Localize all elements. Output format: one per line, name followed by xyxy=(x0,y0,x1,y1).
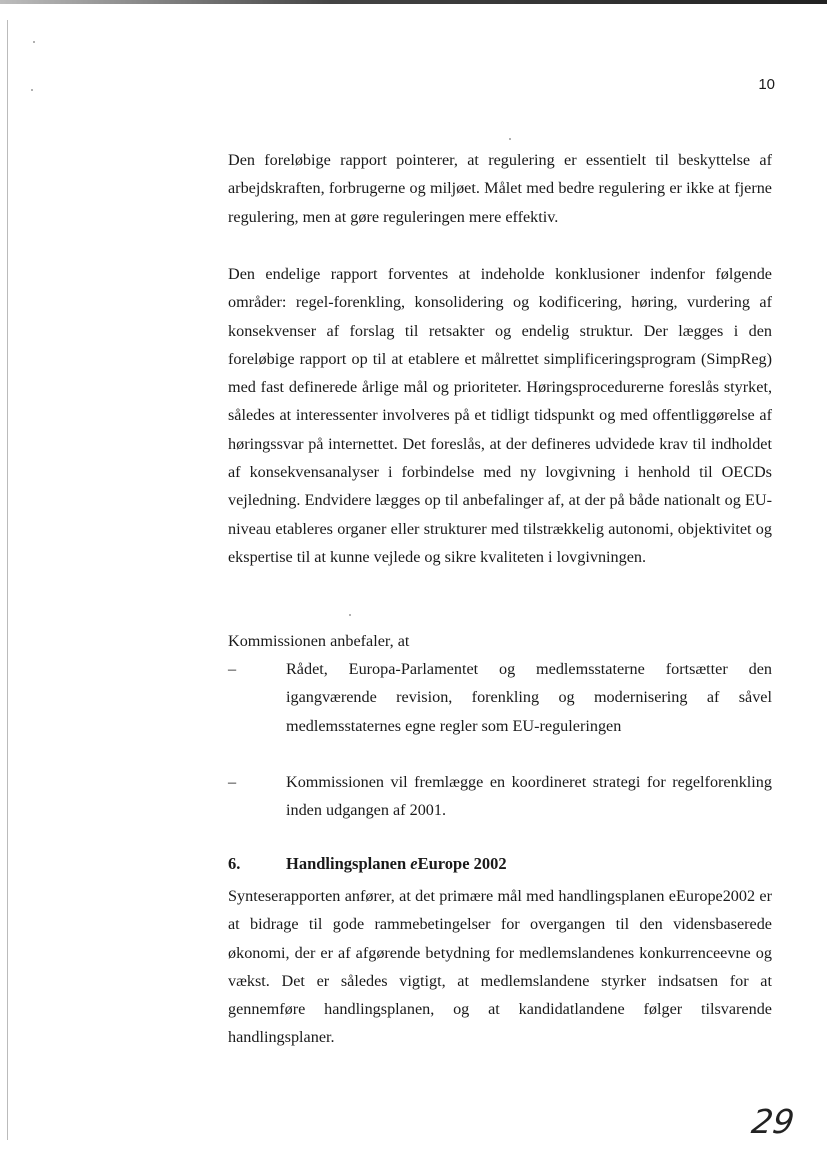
bullet-item: Rådet, Europa-Parlamentet og medlemsstaterne fortsætter den igangværende revision, forenkling og modernisering af såvel medlemsstaternes egne regler som EU-reguleringen xyxy=(286,660,772,735)
scan-speck xyxy=(31,89,33,91)
page-number: 10 xyxy=(758,76,775,93)
scan-top-border xyxy=(0,0,827,4)
bullet-dash: – xyxy=(228,660,237,678)
paragraph-eeurope: Synteserapporten anfører, at det primære mål med handlingsplanen eEurope2002 er at bidrage til gode rammebetingelser for overgangen til den vidensbaserede økonomi, der er af afgørende betydning for medlemslandenes konkurrenceevne og vækst. Det er således vigtigt, at medlemslandene styrker indsatsen for at gennemføre handlingsplanen, og at kandidatlandene følger tilsvarende handlingsplaner. xyxy=(228,887,772,1047)
section-number: 6. xyxy=(228,854,241,873)
section-title-prefix: Handlingsplanen xyxy=(286,854,411,873)
section-title-italic: e xyxy=(410,854,418,873)
paragraph-intro: Den foreløbige rapport pointerer, at regulering er essentielt til beskyttelse af arbejdskraften, forbrugerne og miljøet. Målet med bedre regulering er ikke at fjerne regulering, men at gøre reguleringen mere effektiv. xyxy=(228,151,772,226)
scan-left-border xyxy=(7,20,8,1140)
section-title-suffix: Europe 2002 xyxy=(417,854,507,873)
handwritten-page-number: 29 xyxy=(749,1102,797,1141)
scan-speck xyxy=(349,614,351,616)
scan-speck xyxy=(509,138,511,140)
section-title xyxy=(286,850,507,878)
recommendation-intro: Kommissionen anbefaler, at xyxy=(228,632,410,650)
scan-speck xyxy=(33,41,35,43)
paragraph-final-report: Den endelige rapport forventes at indeholde konklusioner indenfor følgende områder: regel-forenkling, konsolidering og kodificering, høring, vurdering af konsekvenser af forslag til retsakter og endelig struktur. Der lægges i den foreløbige rapport op til at etablere et målrettet simplificeringsprogram (SimpReg) med fast definerede årlige mål og prioriteter. Høringsprocedurerne foreslås styrket, således at interessenter involveres på et tidligt tidspunkt og med offentliggørelse af høringssvar på internettet. Det foreslås, at der defineres udvidede krav til indholdet af konsekvensanalyser i forbindelse med ny lovgivning i henhold til OECDs vejledning. Endvidere lægges op til anbefalinger af, at der på både nationalt og EU-niveau etableres organer eller strukturer med tilstrækkelig autonomi, objektivitet og ekspertise til at kunne vejlede og sikre kvaliteten i lovgivningen. xyxy=(228,265,772,566)
bullet-item: Kommissionen vil fremlægge en koordineret strategi for regelforenkling inden udgangen af 2001. xyxy=(286,773,772,820)
bullet-dash: – xyxy=(228,773,237,791)
